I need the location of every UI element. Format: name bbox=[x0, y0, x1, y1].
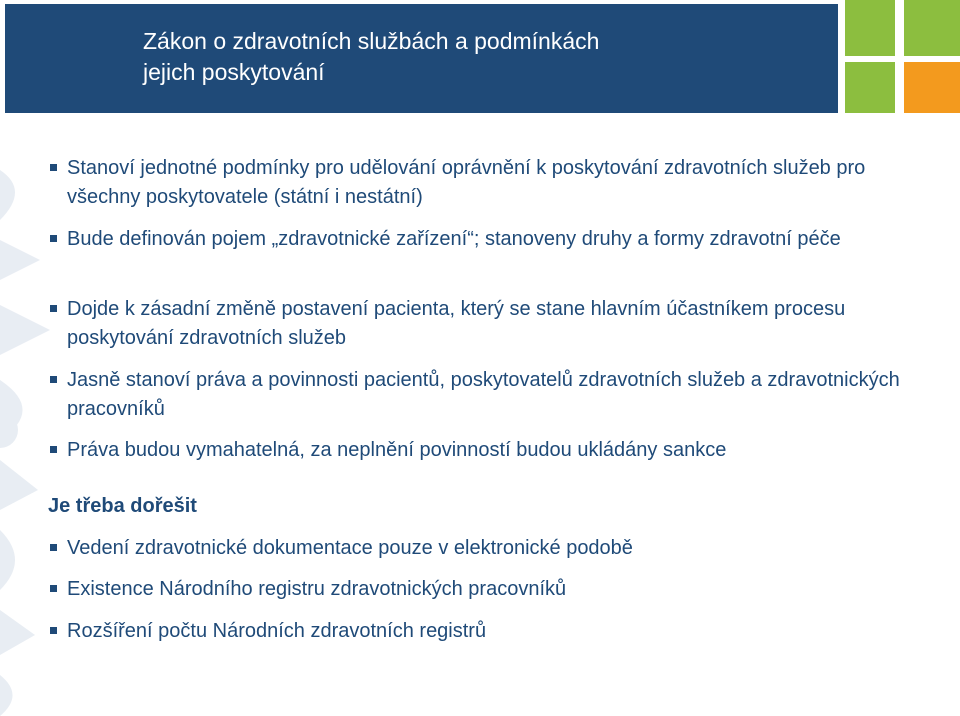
square-bullet-icon bbox=[50, 376, 57, 383]
bullet-item: Bude definován pojem „zdravotnické zařízení“; stanoveny druhy a formy zdravotní péče bbox=[45, 225, 905, 254]
square-bullet-icon bbox=[50, 585, 57, 592]
square-bullet-icon bbox=[50, 235, 57, 242]
open-item: Vedení zdravotnické dokumentace pouze v elektronické podobě bbox=[45, 534, 905, 563]
slide-title-line-1: Zákon o zdravotních službách a podmínkách bbox=[143, 28, 600, 54]
bullet-item: Jasně stanoví práva a povinnosti pacientů, poskytovatelů zdravotních služeb a zdravotnických pracovníků bbox=[45, 366, 905, 424]
open-item: Existence Národního registru zdravotnických pracovníků bbox=[45, 575, 905, 604]
decorative-square-orange bbox=[904, 62, 960, 113]
decorative-square-green bbox=[904, 0, 960, 56]
open-item: Rozšíření počtu Národních zdravotních registrů bbox=[45, 617, 905, 646]
bullet-item: Práva budou vymahatelná, za neplnění povinností budou ukládány sankce bbox=[45, 436, 905, 465]
square-bullet-icon bbox=[50, 544, 57, 551]
slide-title-line-2: jejich poskytování bbox=[143, 59, 325, 85]
decorative-square-green bbox=[845, 62, 895, 113]
square-bullet-icon bbox=[50, 305, 57, 312]
square-bullet-icon bbox=[50, 627, 57, 634]
section-subheading: Je třeba dořešit bbox=[48, 495, 197, 517]
decorative-square-green bbox=[845, 0, 895, 56]
bullet-item: Stanoví jednotné podmínky pro udělování oprávnění k poskytování zdravotních služeb pro všechny poskytovatele (státní i nestátní) bbox=[45, 154, 905, 212]
slide-title bbox=[143, 26, 823, 88]
square-bullet-icon bbox=[50, 164, 57, 171]
bullet-item: Dojde k zásadní změně postavení pacienta, který se stane hlavním účastníkem procesu poskytování zdravotních služeb bbox=[45, 295, 905, 353]
square-bullet-icon bbox=[50, 446, 57, 453]
